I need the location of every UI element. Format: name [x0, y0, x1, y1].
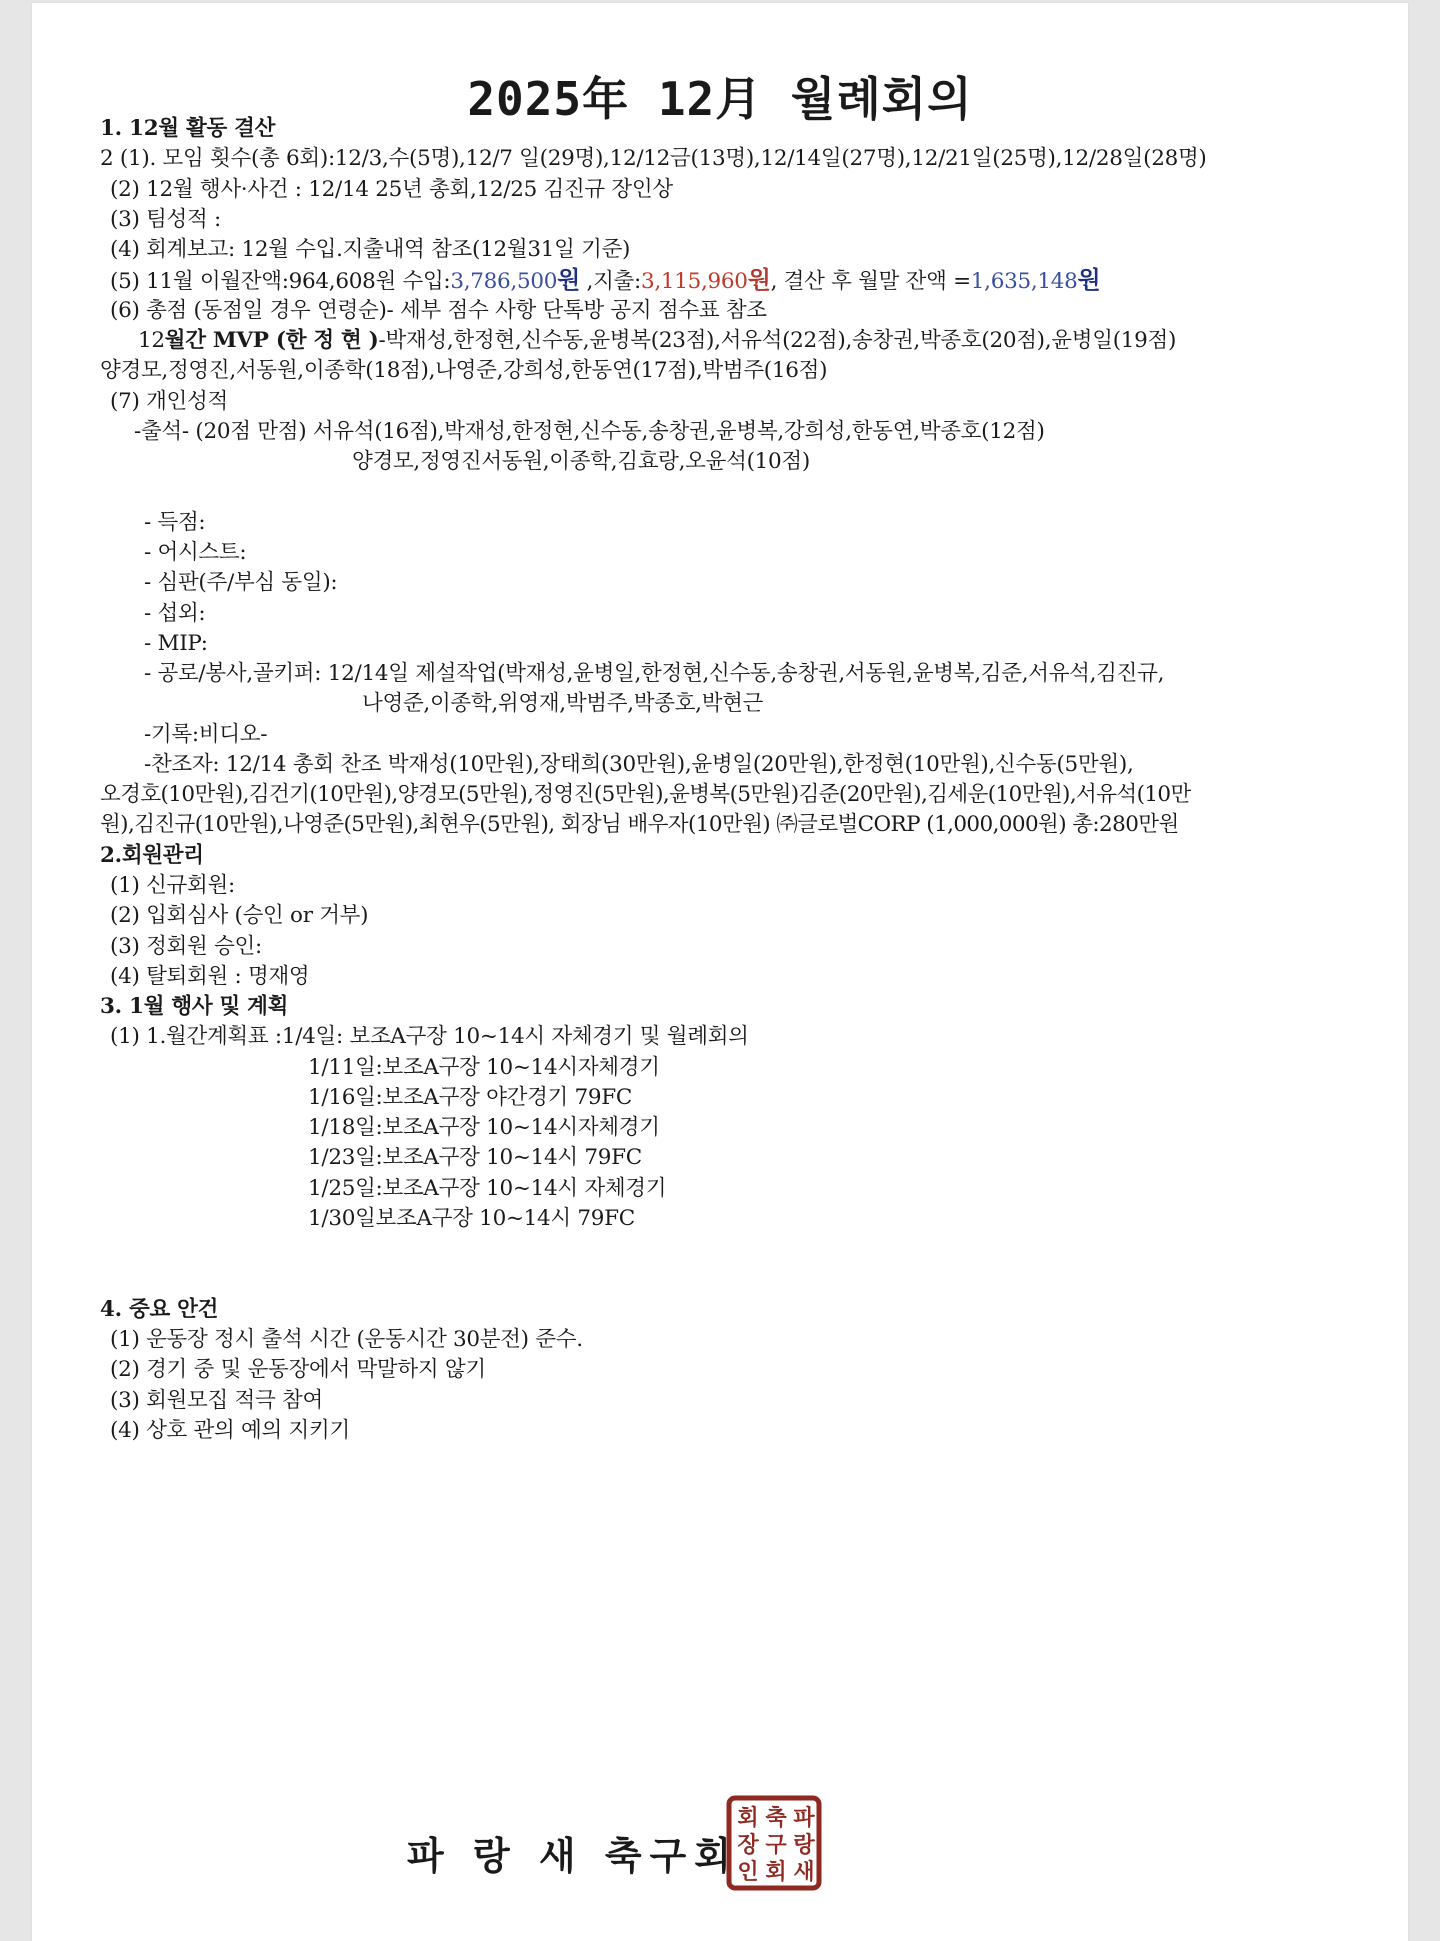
sponsor-line-cont-2: 원),김진규(10만원),나영준(5만원),최현우(5만원), 회장님 배우자(10만원) ㈜글로벌CORP (1,000,000원) 총:280만원 [100, 812, 1179, 837]
section-1-heading: 1. 12월 활동 결산 [100, 116, 276, 141]
attendance-line-cont: 양경모,정영진서동원,이종학,김효랑,오윤석(10점) [352, 449, 810, 474]
seal-glyph: 인 [737, 1860, 759, 1885]
section-2-heading: 2.회원관리 [100, 843, 204, 868]
agenda-item-3: (3) 회원모집 적극 참여 [110, 1388, 323, 1413]
team-record-line: (3) 팀성적 : [110, 207, 221, 232]
service-line: - 공로/봉사,골키퍼: 12/14일 제설작업(박재성,윤병일,한정현,신수동,송창권,서동원,윤병복,김준,서유석,김진규, [144, 661, 1165, 686]
balance-line [110, 265, 1100, 297]
score-ranking: -박재성,한정현,신수동,윤병복(23점),서유석(22점),송창권,박종호(20점),윤병일(19점) [378, 328, 1177, 353]
schedule-line-6: 1/25일:보조A구장 10~14시 자체경기 [308, 1176, 667, 1201]
agenda-item-1: (1) 운동장 정시 출석 시간 (운동시간 30분전) 준수. [110, 1327, 583, 1352]
schedule-line-4: 1/18일:보조A구장 10~14시자체경기 [308, 1115, 660, 1140]
seal-glyph: 새 [793, 1860, 815, 1885]
regular-member-line: (3) 정회원 승인: [110, 934, 262, 959]
sponsor-line-cont-1: 오경호(10만원),김건기(10만원),양경모(5만원),정영진(5만원),윤병복(5만원)김준(20만원),김세운(10만원),서유석(10만 [100, 782, 1191, 807]
expense-label: ,지출: [580, 269, 641, 294]
section-4-heading: 4. 중요 안건 [100, 1297, 219, 1322]
document-title: 2025年 12月 월례회의 [467, 72, 973, 126]
seal-glyph: 회 [737, 1806, 759, 1831]
events-line: (2) 12월 행사·사건 : 12/14 25년 총회,12/25 김진규 장인상 [110, 177, 673, 202]
recruit-line: - 섭외: [144, 601, 206, 626]
balance-prefix: (5) 11월 이월잔액:964,608원 수입: [110, 269, 451, 294]
schedule-line-1: (1) 1.월간계획표 :1/4일: 보조A구장 10~14시 자체경기 및 월례회의 [110, 1024, 749, 1049]
withdrawn-member-line: (4) 탈퇴회원 : 명재영 [110, 964, 310, 989]
seal-glyph: 장 [737, 1833, 759, 1858]
income-amount: 3,786,500 [450, 269, 558, 294]
balance-won: 원 [1077, 265, 1101, 294]
accounting-report-line: (4) 회계보고: 12월 수입.지출내역 참조(12월31일 기준) [110, 237, 631, 262]
total-score-line: (6) 총점 (동점일 경우 연령순)- 세부 점수 사항 단톡방 공지 점수표 참조 [110, 298, 767, 323]
sponsor-line: -찬조자: 12/14 총회 찬조 박재성(10만원),장태희(30만원),윤병일(20만원),한정현(10만원),신수동(5만원), [144, 752, 1134, 777]
agenda-item-4: (4) 상호 관의 예의 지키기 [110, 1418, 350, 1443]
section-3-heading: 3. 1월 행사 및 계획 [100, 994, 289, 1019]
seal-glyph: 랑 [793, 1833, 815, 1858]
club-name: 파 랑 새 축구회 [407, 1834, 739, 1878]
mip-line: - MIP: [144, 631, 208, 656]
income-won: 원 [557, 265, 580, 294]
referee-line: - 심판(주/부심 동일): [144, 570, 338, 595]
mvp-label: 월간 MVP (한 정 현 ) [164, 328, 379, 353]
video-record-line: -기록:비디오- [144, 722, 268, 747]
document-page [32, 3, 1408, 1941]
schedule-line-2: 1/11일:보조A구장 10~14시자체경기 [308, 1055, 660, 1080]
balance-amount: 1,635,148 [970, 269, 1078, 294]
seal-glyph: 구 [765, 1833, 787, 1858]
seal-glyph: 회 [765, 1860, 787, 1885]
expense-won: 원 [747, 265, 771, 294]
individual-record-line: (7) 개인성적 [110, 389, 228, 414]
meeting-count-line: 2 (1). 모임 횟수(총 6회):12/3,수(5명),12/7 일(29명),12/12금(13명),12/14일(27명),12/21일(25명),12/28일(28명) [100, 146, 1207, 171]
schedule-line-7: 1/30일보조A구장 10~14시 79FC [308, 1206, 635, 1231]
expense-amount: 3,115,960 [640, 269, 748, 294]
mvp-month: 12 [138, 328, 165, 353]
score-ranking-cont: 양경모,정영진,서동원,이종학(18점),나영준,강희성,한동연(17점),박범주(16점) [100, 358, 828, 383]
assists-line: - 어시스트: [144, 540, 247, 565]
agenda-item-2: (2) 경기 중 및 운동장에서 막말하지 않기 [110, 1357, 486, 1382]
schedule-line-5: 1/23일:보조A구장 10~14시 79FC [308, 1145, 642, 1170]
balance-label: , 결산 후 월말 잔액 = [770, 269, 971, 294]
new-member-line: (1) 신규회원: [110, 873, 235, 898]
seal-glyph: 축 [765, 1806, 787, 1831]
seal-glyph: 파 [793, 1806, 815, 1831]
schedule-line-3: 1/16일:보조A구장 야간경기 79FC [308, 1085, 633, 1110]
club-seal-stamp [726, 1795, 822, 1891]
mvp-line [138, 326, 1176, 356]
goals-line: - 득점: [144, 510, 206, 535]
attendance-line: -출석- (20점 만점) 서유석(16점),박재성,한정현,신수동,송창권,윤병복,강희성,한동연,박종호(12점) [134, 419, 1045, 444]
service-line-cont: 나영준,이종학,위영재,박범주,박종호,박현근 [362, 691, 764, 716]
admission-review-line: (2) 입회심사 (승인 or 거부) [110, 903, 369, 928]
